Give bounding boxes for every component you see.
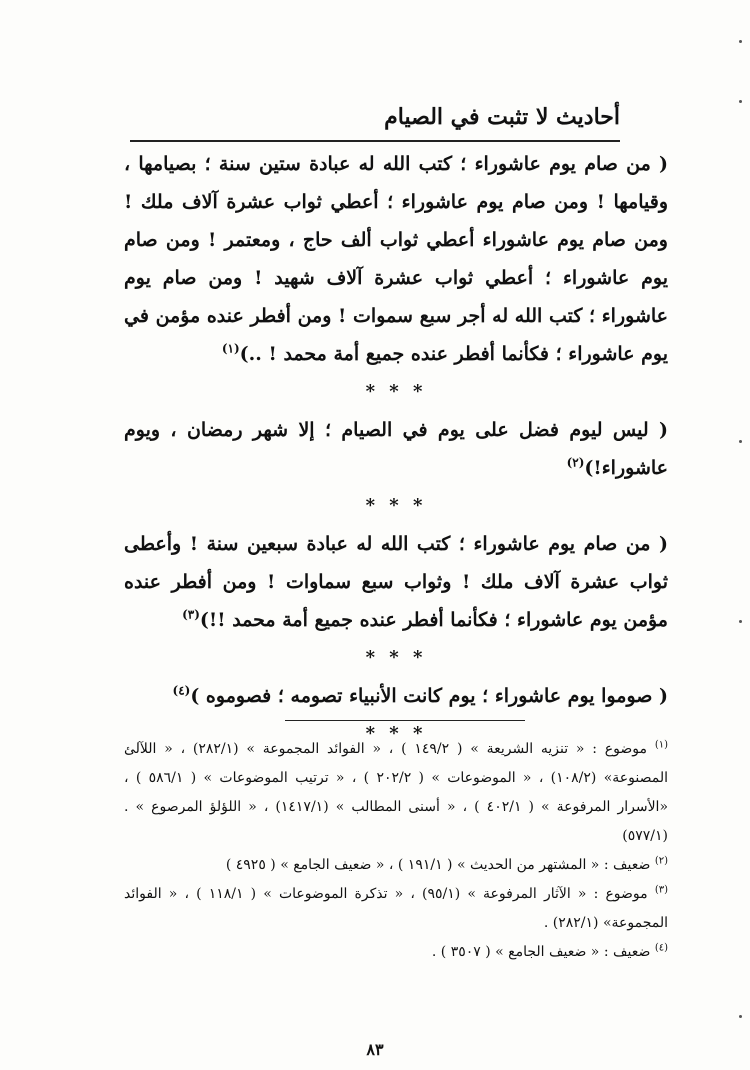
section-separator: * * * [365, 381, 427, 402]
section-separator: * * * [365, 723, 427, 744]
footnote-number: (٤) [654, 942, 668, 954]
main-text [124, 145, 668, 753]
footnote-divider [285, 720, 525, 721]
hadith-paragraph: ( من صام يوم عاشوراء ؛ كتب الله له عبادة سبعين سنة ! وأعطى ثواب عشرة آلاف ملك ! وثواب سبع سماوات ! ومن أفطر عنده مؤمن يوم عاشوراء ؛ فكأنما أفطر عنده جميع أمة محمد !!)$^{(٣)}$ [124, 533, 668, 631]
footnote-ref[interactable]: (٣) [182, 607, 200, 622]
footnotes [124, 735, 668, 967]
footnote-ref[interactable]: (٤) [172, 683, 191, 698]
page-number: ٨٣ [366, 1040, 384, 1059]
hadith-paragraph: ( ليس ليوم فضل على يوم في الصيام ؛ إلا شهر رمضان ، ويوم عاشوراء!)$^{(٢)}$ [124, 419, 668, 479]
scan-speck [739, 40, 742, 43]
scan-speck [739, 440, 742, 443]
running-header [130, 100, 620, 142]
footnote: $^{(٢)}$ ضعيف : « المشتهر من الحديث » ( ١٩١/١ ) ، « ضعيف الجامع » ( ٤٩٢٥ ) [225, 855, 668, 873]
page-title: أحاديث لا تثبت في الصيام [384, 104, 620, 130]
scan-speck [739, 100, 742, 103]
scan-speck [739, 620, 742, 623]
footnote-number: (٣) [654, 884, 668, 896]
section-separator: * * * [365, 647, 427, 668]
footnote-ref[interactable]: (٢) [566, 455, 585, 470]
footnote-number: (٢) [654, 855, 668, 867]
footnote-number: (١) [654, 739, 668, 751]
scan-speck [739, 1015, 742, 1018]
hadith-paragraph: ( من صام يوم عاشوراء ؛ كتب الله له عبادة ستين سنة ؛ بصيامها ، وقيامها ! ومن صام يوم عاشوراء ؛ أعطي ثواب عشرة آلاف ملك ! ومن صام يوم عاشوراء أعطي ثواب ألف حاج ، ومعتمر ! ومن صام يوم عاشوراء ؛ أعطي ثواب عشرة آلاف شهيد ! ومن صام يوم عاشوراء ؛ كتب الله له أجر سبع سموات ! ومن أفطر عنده مؤمن في يوم عاشوراء ؛ فكأنما أفطر عنده جميع أمة محمد ! ..)$^{(١)}$ [124, 153, 668, 365]
section-separator: * * * [365, 495, 427, 516]
footnote-ref[interactable]: (١) [221, 341, 240, 356]
hadith-paragraph: ( صوموا يوم عاشوراء ؛ يوم كانت الأنبياء تصومه ؛ فصوموه )$^{(٤)}$ [172, 683, 668, 707]
footnote: $^{(٣)}$ موضوع : « الآثار المرفوعة » (٩٥/١) ، « تذكرة الموضوعات » ( ١١٨/١ ) ، « الفوائد المجموعة» (٢٨٢/١) . [124, 884, 668, 931]
footnote: $^{(٤)}$ ضعيف : « ضعيف الجامع » ( ٣٥٠٧ ) . [431, 942, 668, 960]
footnote: $^{(١)}$ موضوع : « تنزيه الشريعة » ( ١٤٩/٢ ) ، « الفوائد المجموعة » (٢٨٢/١) ، « اللآلئ المصنوعة» (١٠٨/٢) ، « الموضوعات » ( ٢٠٢/٢ ) ، « ترتيب الموضوعات » ( ٥٨٦/١ ) ، «الأسرار المرفوعة » ( ٤٠٢/١ ) ، « أسنى المطالب » (١٤١٧/١) ، « اللؤلؤ المرصوع » . (٥٧٧/١) [124, 739, 669, 844]
